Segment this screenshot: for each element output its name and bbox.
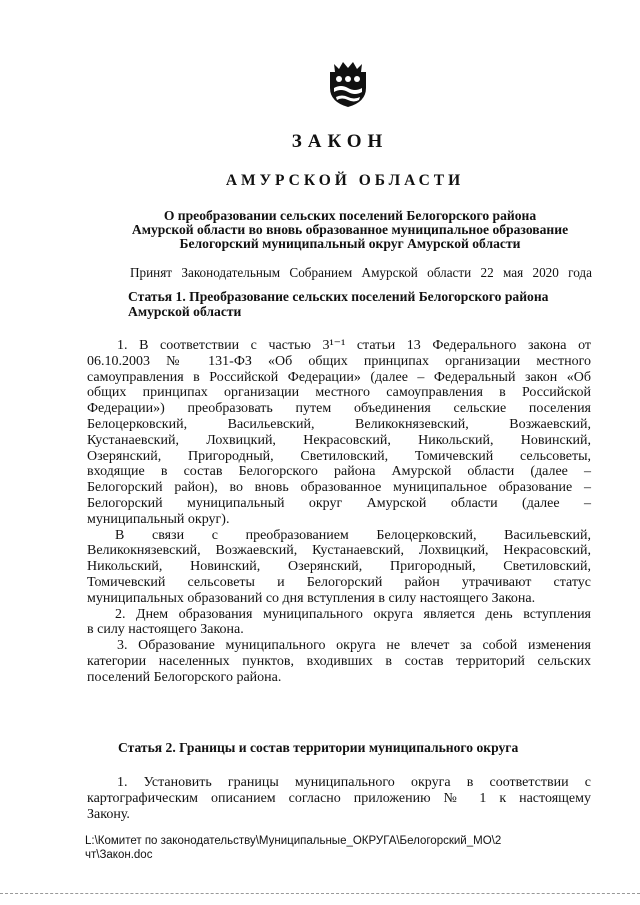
law-heading xyxy=(100,209,600,251)
paragraph-line: поселений Белогорского района. xyxy=(87,669,282,685)
paragraph-line: Закону. xyxy=(87,806,130,822)
footer-line: L:\Комитет по законодательству\Муниципальные_ОКРУГА\Белогорский_МО\2 xyxy=(85,835,502,847)
paragraph-line: Кустанаевский, Лохвицкий, Некрасовский, Никольский, Новинский, xyxy=(87,432,591,448)
paragraph-line: самоуправления в Российской Федерации» (далее – Федеральный закон «Об xyxy=(87,369,591,385)
file-path-footer xyxy=(85,834,501,862)
heading-line: О преобразовании сельских поселений Белогорского района xyxy=(163,208,537,223)
paragraph-line: 3. Образование муниципального округа не влечет за собой изменения xyxy=(117,638,591,654)
paragraph-line: общих принципах организации местного самоуправления в Российской xyxy=(87,385,591,401)
paragraph-line: муниципальный округ). xyxy=(87,511,230,527)
article-2-title: Статья 2. Границы и состав территории муниципального округа xyxy=(118,740,519,755)
adoption-line: Принят Законодательным Собранием Амурской области 22 мая 2020 года xyxy=(130,265,592,280)
paragraph-line: Белогорский район), во вновь образованное муниципальное образование – xyxy=(87,480,591,496)
paragraph-line: Белогорский муниципальный округ Амурской области (далее – xyxy=(87,495,591,511)
heading-line: Белогорский муниципальный округ Амурской области xyxy=(179,236,521,251)
article-1-body xyxy=(87,338,591,686)
paragraph-line: 06.10.2003 № 131-ФЗ «Об общих принципах организации местного xyxy=(87,353,591,369)
paragraph-line: муниципальных образований со дня вступления в силу настоящего Закона. xyxy=(87,590,536,606)
amur-oblast-coat-of-arms-icon xyxy=(326,58,370,108)
paragraph-line: картографическим описанием согласно приложению № 1 к настоящему xyxy=(87,790,591,806)
paragraph-line: Никольский, Новинский, Озерянский, Пригородный, Светиловский, xyxy=(87,559,591,575)
paragraph-line: категории населенных пунктов, входивших в состав территорий сельских xyxy=(87,653,591,669)
paragraph-line: В связи с преобразованием Белоцерковский, Васильевский, xyxy=(115,527,591,543)
paragraph-line: Федерации») преобразовать путем объединения сельские поселения xyxy=(87,401,591,417)
footer-line: чт\Закон.doc xyxy=(85,849,153,861)
paragraph-line: 1. Установить границы муниципального округа в соответствии с xyxy=(117,775,591,790)
article-title-line: Амурской области xyxy=(128,304,242,319)
paragraph-line: Озерянский, Пригородный, Светиловский, Томичевский сельсоветы, xyxy=(87,448,591,464)
heading-line: Амурской области во вновь образованное муниципальное образование xyxy=(131,222,569,237)
paragraph-line: входящие в состав Белогорского района Амурской области (далее – xyxy=(87,464,591,480)
paragraph-line: Томичевский сельсоветы и Белогорский район утрачивают статус xyxy=(87,574,591,590)
document-title: ЗАКОН xyxy=(291,131,389,152)
article-1-title xyxy=(128,289,598,319)
article-title-line: Статья 1. Преобразование сельских поселений Белогорского района xyxy=(128,289,549,304)
document-subtitle: АМУРСКОЙ ОБЛАСТИ xyxy=(225,172,465,189)
paragraph-line: 2. Днем образования муниципального округа является день вступления xyxy=(115,606,591,622)
paragraph-line: Белоцерковский, Васильевский, Великокнязевский, Возжаевский, xyxy=(87,416,591,432)
paragraph-line: в силу настоящего Закона. xyxy=(87,622,244,638)
paragraph-line: Великокнязевский, Возжаевский, Кустанаевский, Лохвицкий, Некрасовский, xyxy=(87,543,591,559)
article-2-body xyxy=(87,775,591,822)
paragraph-line: 1. В соответствии с частью 3¹⁻¹ статьи 13 Федерального закона от xyxy=(117,338,591,353)
page-bottom-edge xyxy=(0,893,640,894)
